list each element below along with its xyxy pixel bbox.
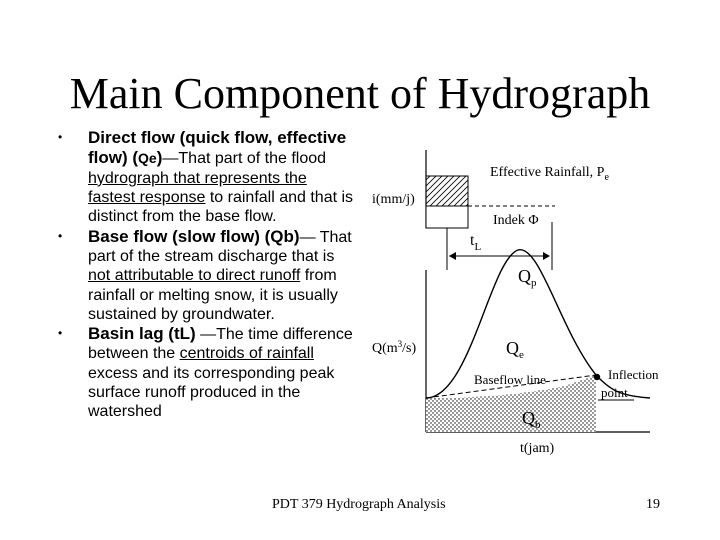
bullet-text: — That part of the stream discharge that is — [88, 228, 352, 265]
bullet-dot: • — [58, 130, 63, 144]
slide-footer: PDT 379 Hydrograph Analysis — [272, 497, 446, 512]
bullet-text: —That part of the flood — [162, 150, 327, 168]
loss-block — [426, 206, 468, 228]
bullet-dot: • — [58, 228, 63, 243]
inflection-label-line1: Inflection — [608, 367, 659, 382]
bullet-text: from rainfall or melting snow, it is usually sustained by groundwater. — [88, 267, 338, 323]
effective-rainfall-block — [426, 176, 468, 206]
baseflow-label: $Q_b$ — [522, 408, 541, 431]
bullet-heading: Basin lag (tL) — [88, 324, 196, 344]
bullet-text: to rainfall and that is distinct from the base flow. — [88, 189, 354, 226]
abbr-qb: Qb — [270, 226, 294, 246]
bullet-text: excess and its corresponding peak surface runoff produced in the watershed — [88, 364, 335, 421]
flow-axis-label: $Q(m^3/s)$ — [372, 339, 417, 356]
index-label: Indek Φ — [493, 213, 539, 228]
bullet-heading: Direct flow (quick flow, effective flow) (Qe) — [88, 128, 347, 168]
inflection-label-line2: point — [601, 385, 628, 400]
underlined-phrase: centroids of rainfall — [179, 345, 314, 363]
underlined-phrase: hydrograph that represents the fastest response — [88, 169, 307, 207]
effective-rainfall-label: Effective Rainfall, $P_e$ — [490, 165, 609, 183]
lag-label: $t_L$ — [470, 232, 482, 253]
peak-label: $Q_p$ — [518, 266, 537, 289]
time-axis-label: t(jam) — [520, 441, 555, 456]
underlined-phrase: not attributable to direct runoff — [88, 267, 301, 285]
inflection-point-marker — [594, 374, 600, 380]
abbr-qe: Qe — [138, 150, 157, 167]
baseflow-line-label: Baseflow line — [474, 372, 546, 387]
rain-axis-label: i(mm/j) — [372, 192, 415, 207]
slide-title: Main Component of Hydrograph — [69, 69, 651, 118]
abbr-tl: tL — [173, 324, 191, 344]
bullet-dot: • — [58, 326, 63, 341]
bullet-heading: Base flow (slow flow) (Qb) — [88, 226, 300, 246]
direct-runoff-label: $Q_e$ — [506, 338, 524, 361]
bullet-text: —The time difference between the — [88, 326, 353, 363]
page-number: 19 — [646, 497, 660, 512]
